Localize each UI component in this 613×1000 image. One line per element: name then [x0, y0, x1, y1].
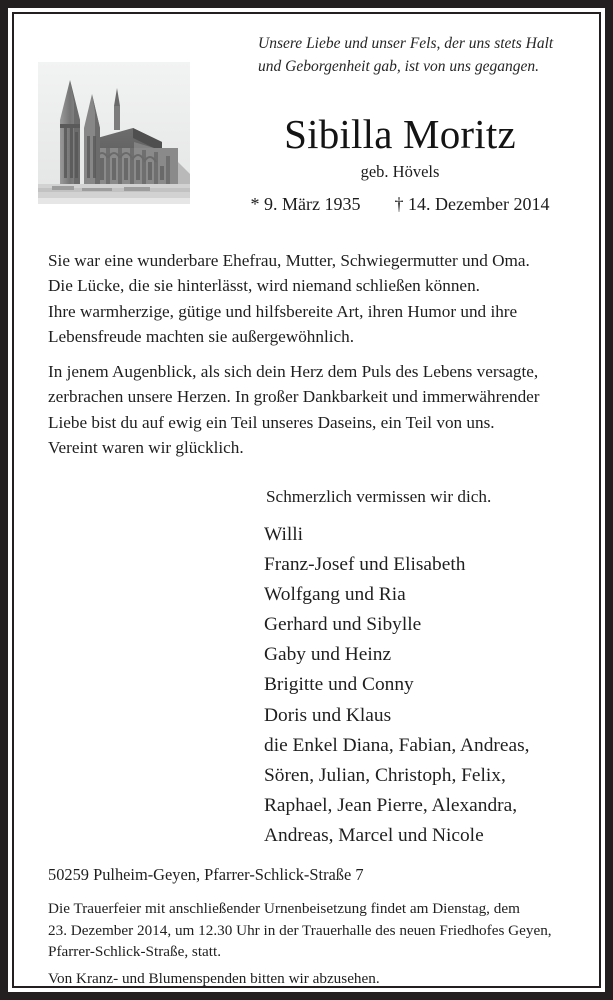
mourner-line: Raphael, Jean Pierre, Alexandra, [264, 794, 518, 816]
mourner-line: Brigitte und Conny [264, 674, 414, 696]
tribute-paragraph-1 [48, 248, 600, 350]
life-dates [204, 192, 596, 216]
motto [258, 32, 608, 78]
paragraph-line: Sie war eine wunderbare Ehefrau, Mutter, Schwiegermutter und Oma. [48, 251, 530, 270]
service-line: Die Trauerfeier mit anschließender Urnenbeisetzung findet am Dienstag, dem [48, 900, 520, 917]
mourner-line: Wolfgang und Ria [264, 584, 406, 606]
frame-inner-border [12, 12, 601, 988]
mourner-line: Franz-Josef und Elisabeth [264, 554, 466, 576]
paragraph-line: Liebe bist du auf ewig ein Teil unseres Daseins, ein Teil von uns. [48, 412, 495, 432]
service-line: 23. Dezember 2014, um 12.30 Uhr in der Trauerhalle des neuen Friedhofes Geyen, [48, 921, 552, 939]
service-details [48, 898, 602, 963]
paragraph-line: In jenem Augenblick, als sich dein Herz dem Puls des Lebens versagte, [48, 362, 539, 381]
address: 50259 Pulheim-Geyen, Pfarrer-Schlick-Straße 7 [48, 865, 364, 884]
mourner-line: Andreas, Marcel und Nicole [264, 824, 484, 846]
mourners-list [264, 520, 600, 851]
paragraph-line: Vereint waren wir glücklich. [48, 438, 244, 458]
service-line: Pfarrer-Schlick-Straße, statt. [48, 943, 222, 960]
maiden-name: geb. Hövels [360, 162, 440, 181]
death-date: † 14. Dezember 2014 [394, 194, 550, 214]
mourner-line: Doris und Klaus [264, 704, 392, 726]
paragraph-line: zerbrachen unsere Herzen. In großer Dankbarkeit und immerwährender [48, 387, 540, 407]
mourner-line: Gerhard und Sibylle [264, 614, 422, 636]
mourner-line: die Enkel Diana, Fabian, Andreas, [264, 734, 530, 756]
notice-content [14, 14, 599, 986]
mourner-line: Willi [264, 524, 304, 545]
paragraph-line: Lebensfreude machten sie außergewöhnlich. [48, 327, 355, 347]
flowers-note: Von Kranz- und Blumenspenden bitten wir abzusehen. [48, 970, 380, 987]
mourner-line: Gaby und Heinz [264, 644, 392, 666]
paragraph-line: Die Lücke, die sie hinterlässt, wird niemand schließen können. [48, 276, 480, 296]
tribute-paragraph-2 [48, 359, 600, 461]
frame-gap [8, 8, 605, 992]
cologne-cathedral-photo [38, 62, 190, 204]
mourner-line: Sören, Julian, Christoph, Felix, [264, 764, 506, 786]
mourners-intro: Schmerzlich vermissen wir dich. [266, 487, 492, 506]
deceased-name: Sibilla Moritz [284, 111, 516, 157]
motto-line: Unsere Liebe und unser Fels, der uns stets Halt [258, 35, 554, 52]
motto-line: und Geborgenheit gab, ist von uns gegangen. [258, 58, 539, 75]
paragraph-line: Ihre warmherzige, gütige und hilfsbereite Art, ihren Humor und ihre [48, 301, 518, 321]
birth-date: * 9. März 1935 [250, 194, 361, 214]
